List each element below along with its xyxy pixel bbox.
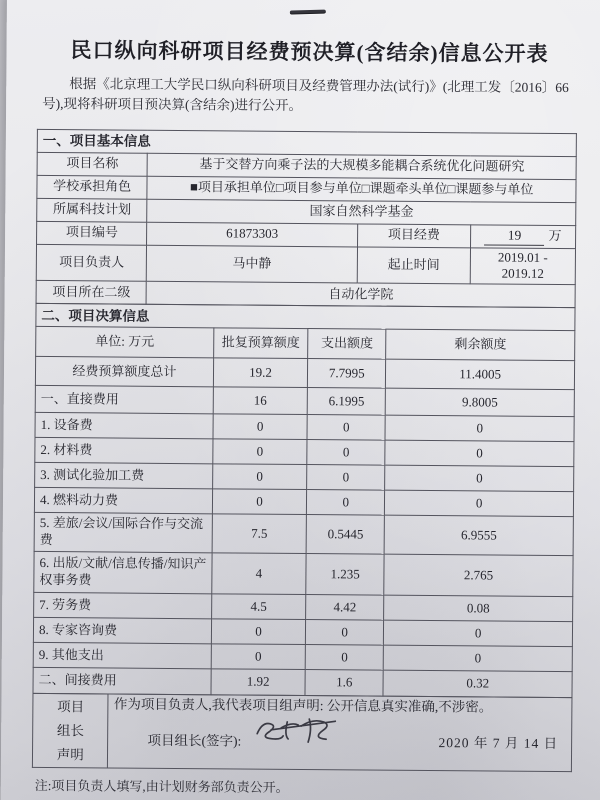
row-remain: 0 bbox=[385, 490, 574, 516]
table-row bbox=[32, 694, 572, 772]
funding-unit: 万 bbox=[548, 228, 562, 244]
row-label: 一、直接费用 bbox=[35, 386, 213, 414]
school-role-options: ■项目承担单位□项目参与单位□课题牵头单位□课题参与单位 bbox=[147, 176, 576, 202]
footer-note: 注:项目负责人填写,由计划财务部负责公开。 bbox=[34, 778, 289, 796]
plan-value: 国家自然科学基金 bbox=[147, 199, 576, 225]
declaration-label-line: 组长 bbox=[56, 723, 84, 739]
row-remain: 11.4005 bbox=[386, 359, 575, 389]
college-value: 自动化学院 bbox=[147, 282, 576, 308]
row-label: 4. 燃料动力费 bbox=[34, 488, 212, 514]
settlement-row bbox=[34, 513, 573, 556]
row-spent: 0 bbox=[307, 415, 385, 441]
row-label: 经费预算额度总计 bbox=[35, 357, 213, 387]
row-spent: 0 bbox=[307, 440, 385, 466]
table-row bbox=[36, 244, 575, 285]
settlement-header-row bbox=[36, 327, 575, 361]
basic-section-title: 一、项目基本信息 bbox=[37, 129, 576, 156]
row-label: 5. 差旅/会议/国际合作与交流费 bbox=[34, 513, 212, 553]
row-label: 6. 出版/文献/信息传播/知识产权事务费 bbox=[34, 552, 212, 594]
funding-value bbox=[470, 224, 575, 248]
settlement-row bbox=[35, 357, 574, 390]
row-remain: 9.8005 bbox=[385, 388, 574, 416]
row-budget: 7.5 bbox=[212, 514, 307, 554]
row-label: 1. 设备费 bbox=[35, 413, 213, 439]
row-spent: 6.1995 bbox=[307, 388, 385, 416]
row-budget: 0 bbox=[213, 414, 308, 440]
row-spent: 0.5445 bbox=[306, 515, 384, 555]
row-spent: 0 bbox=[307, 490, 385, 516]
signature-label: 项目组长(签字): bbox=[147, 732, 242, 749]
row-label: 9. 其他支出 bbox=[33, 643, 211, 669]
row-remain: 6.9555 bbox=[384, 515, 573, 555]
row-label: 3. 测试化验加工费 bbox=[35, 463, 213, 489]
column-header-spent: 支出额度 bbox=[308, 329, 386, 360]
row-spent: 1.235 bbox=[306, 554, 384, 596]
row-spent: 7.7995 bbox=[308, 359, 386, 389]
declaration-label-line: 项目 bbox=[57, 699, 85, 715]
row-budget: 0 bbox=[213, 439, 308, 465]
staple-mark bbox=[290, 10, 326, 15]
project-name-label: 项目名称 bbox=[37, 152, 148, 176]
row-remain: 0 bbox=[385, 415, 574, 441]
row-label: 8. 专家咨询费 bbox=[33, 618, 211, 644]
row-spent: 0 bbox=[307, 465, 385, 491]
row-budget: 0 bbox=[211, 644, 306, 670]
row-label: 7. 劳务费 bbox=[34, 593, 212, 619]
funding-amount: 19 bbox=[484, 227, 544, 246]
settlement-row bbox=[34, 552, 573, 597]
declaration-table bbox=[32, 693, 573, 772]
row-remain: 0 bbox=[383, 645, 572, 671]
intro-paragraph: 根据《北京理工大学民口纵向科研项目及经费管理办法(试行)》(北理工发〔2016〕66 号),现将科研项目预决算(含结余)进行公开。 bbox=[42, 76, 569, 114]
row-spent: 4.42 bbox=[306, 595, 384, 621]
row-remain: 0 bbox=[385, 440, 574, 466]
row-spent: 1.6 bbox=[305, 670, 383, 697]
period-label: 起止时间 bbox=[357, 246, 470, 284]
row-budget: 16 bbox=[213, 387, 308, 415]
project-number-value: 61873303 bbox=[147, 222, 357, 247]
funding-label: 项目经费 bbox=[357, 223, 470, 247]
row-budget: 4 bbox=[212, 553, 307, 595]
row-budget: 1.92 bbox=[211, 669, 306, 696]
row-spent: 0 bbox=[306, 620, 384, 646]
project-name-value: 基于交替方向乘子法的大规模多能耦合系统优化问题研究 bbox=[148, 153, 577, 179]
project-number-label: 项目编号 bbox=[37, 221, 148, 245]
row-label: 2. 材料费 bbox=[35, 438, 213, 464]
declaration-body bbox=[108, 694, 572, 772]
row-budget: 0 bbox=[211, 619, 306, 645]
column-header-budget: 批复预算额度 bbox=[213, 328, 308, 359]
row-budget: 19.2 bbox=[213, 358, 308, 388]
plan-label: 所属科技计划 bbox=[37, 198, 148, 222]
paper-sheet bbox=[1, 0, 600, 800]
row-remain: 0.08 bbox=[384, 595, 573, 621]
row-remain: 0 bbox=[385, 465, 574, 491]
period-value: 2019.01 - 2019.12 bbox=[470, 247, 575, 285]
leader-value: 马中静 bbox=[147, 245, 357, 283]
row-budget: 0 bbox=[212, 489, 307, 515]
handwritten-signature bbox=[249, 712, 345, 751]
basic-info-table bbox=[36, 128, 577, 308]
signature-row bbox=[114, 729, 567, 753]
settlement-table bbox=[32, 303, 575, 698]
column-header-unit: 单位: 万元 bbox=[36, 327, 214, 358]
row-label: 二、间接费用 bbox=[33, 668, 211, 695]
row-budget: 4.5 bbox=[211, 594, 306, 620]
school-role-label: 学校承担角色 bbox=[37, 175, 148, 199]
page-title: 民口纵向科研项目经费预决算(含结余)信息公开表 bbox=[70, 38, 549, 66]
column-header-remain: 剩余额度 bbox=[386, 329, 575, 360]
row-remain: 0.32 bbox=[383, 670, 572, 697]
row-remain: 0 bbox=[384, 620, 573, 646]
declaration-label-line: 声明 bbox=[56, 746, 84, 762]
leader-label: 项目负责人 bbox=[36, 244, 147, 282]
row-remain: 2.765 bbox=[384, 554, 573, 596]
settlement-section-title: 二、项目决算信息 bbox=[36, 304, 575, 331]
signature-date: 2020 年 7 月 14 日 bbox=[438, 734, 559, 751]
college-label: 项目所在二级 bbox=[36, 281, 147, 305]
settlement-row bbox=[35, 386, 574, 417]
declaration-label bbox=[32, 694, 108, 768]
row-spent: 0 bbox=[305, 645, 383, 671]
row-budget: 0 bbox=[212, 464, 307, 490]
declaration-statement: 作为项目负责人,我代表项目组声明: 公开信息真实准确,不涉密。 bbox=[113, 696, 493, 715]
